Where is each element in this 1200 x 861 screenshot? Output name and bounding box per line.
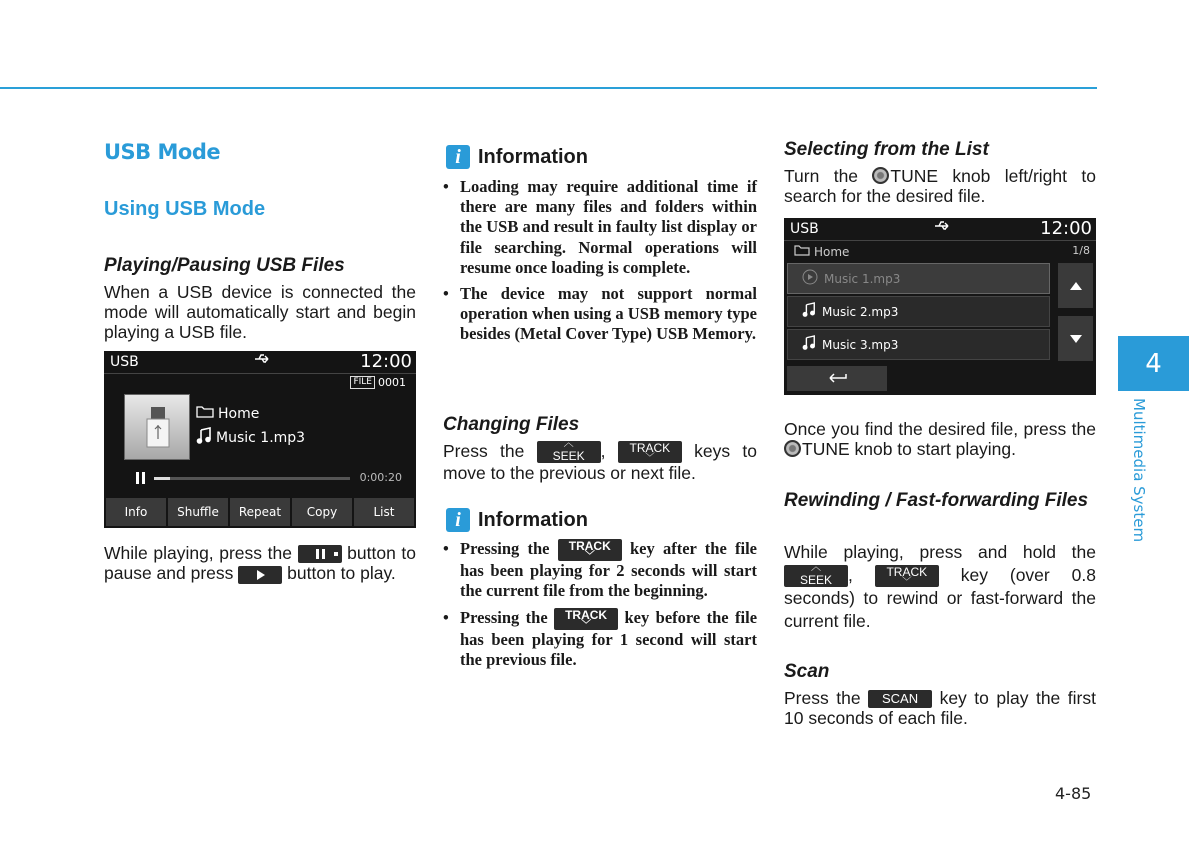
screen-status-bar [784, 218, 1096, 240]
info-list-2 [443, 539, 757, 676]
text-fragment: button to play. [287, 563, 396, 584]
text-fragment: , [848, 565, 853, 585]
song-title: Music 1.mp3 [216, 430, 306, 446]
play-key [238, 566, 282, 584]
scroll-down-button[interactable] [1058, 316, 1093, 361]
usb-icon [934, 220, 952, 236]
heading-select: Selecting from the List [784, 139, 989, 160]
text-fragment: , [600, 441, 606, 461]
usb-list-screen [784, 218, 1096, 395]
play-circle-icon [802, 269, 818, 288]
back-button[interactable] [787, 366, 887, 391]
info-title: Information [478, 508, 588, 531]
chapter-label: Multimedia System [1130, 398, 1148, 543]
list-item: • The device may not support normal operation when using a USB memory type besides (Metal Cover Type) USB Memory. [443, 284, 757, 345]
copy-button[interactable]: Copy [292, 498, 352, 526]
info-icon: i [446, 145, 470, 169]
sub-title: Using USB Mode [104, 198, 266, 220]
info-button[interactable]: Info [106, 498, 166, 526]
row-label: Music 1.mp3 [824, 271, 901, 286]
chapter-tab: 4 [1118, 336, 1189, 391]
text-fragment: Once you find the desired file, press the [784, 419, 1096, 439]
screen-button-bar [106, 498, 414, 526]
pause-icon[interactable] [136, 472, 146, 484]
chapter-label-wrap [1126, 398, 1148, 548]
tune-knob-icon [872, 167, 889, 184]
list-row-1[interactable] [787, 263, 1050, 294]
info-heading-2 [446, 508, 588, 532]
list-item [443, 608, 757, 671]
usb-album-art [124, 394, 190, 460]
progress-bar[interactable] [154, 477, 350, 480]
text-fragment: Press the [784, 688, 861, 708]
triangle-up-icon [1069, 276, 1083, 295]
info-icon: i [446, 508, 470, 532]
track-key: TRACK ﹀ [618, 441, 682, 463]
repeat-button[interactable]: Repeat [230, 498, 290, 526]
track-key: TRACK ﹀ [875, 565, 939, 587]
page-number: 4-85 [1055, 784, 1092, 803]
top-rule [0, 87, 1097, 89]
text-fragment: button to pause and press [104, 543, 416, 584]
page-indicator: 1/8 [1072, 244, 1090, 257]
triangle-down-icon [1069, 329, 1083, 348]
text-fragment: keys to move to the previous or next file. [443, 441, 757, 484]
section-title: USB Mode [104, 140, 221, 164]
usb-now-playing-screen [104, 351, 416, 528]
list-item [443, 539, 757, 602]
heading-playing: Playing/Pausing USB Files [104, 255, 345, 276]
music-note-icon [802, 302, 816, 321]
folder-icon [196, 405, 214, 422]
para-scan [784, 688, 1096, 728]
folder-name: Home [218, 405, 260, 422]
clock: 12:00 [360, 351, 412, 372]
text-fragment: TUNE knob left/right to search for the desired file. [784, 166, 1096, 206]
text-fragment: key to play the first 10 seconds of each file. [784, 688, 1096, 729]
clock: 12:00 [1040, 218, 1092, 239]
heading-rewind: Rewinding / Fast-forwarding Files [784, 490, 1089, 511]
pause-key [298, 545, 342, 563]
text-fragment: key (over 0.8 seconds) to rewind or fast-forward the current file. [784, 565, 1096, 632]
text-fragment: While playing, press the [104, 543, 292, 563]
para-found [784, 419, 1096, 459]
para-changing [443, 438, 757, 484]
text-fragment: Press the [443, 441, 525, 461]
heading-changing: Changing Files [443, 414, 580, 435]
seek-key: ︿ SEEK [784, 565, 848, 587]
info-title: Information [478, 145, 588, 168]
seek-key: ︿ SEEK [537, 441, 601, 463]
para-rewind [784, 541, 1096, 633]
text-fragment: While playing, press and hold the [784, 542, 1096, 562]
para-pause [104, 543, 416, 584]
list-item: • Loading may require additional time if there are many files and folders within the USB and result in faulty list display or file searching. Normal operations will resume once loading is complete. [443, 177, 757, 278]
list-row-3[interactable] [787, 329, 1050, 360]
info-list-1 [443, 177, 757, 351]
heading-scan: Scan [784, 661, 830, 682]
row-label: Music 2.mp3 [822, 304, 899, 319]
folder-name: Home [814, 244, 850, 259]
screen-status-bar [104, 351, 416, 373]
back-arrow-icon [826, 369, 848, 388]
text-fragment: key before the file has been playing for 1 second will start the previous file. [460, 607, 758, 670]
screen-title: USB [110, 354, 139, 370]
para-playing: When a USB device is connected the mode will automatically start and begin playing a USB file. [104, 282, 416, 342]
music-note-icon [802, 335, 816, 354]
shuffle-button[interactable]: Shuffle [168, 498, 228, 526]
para-select [784, 166, 1096, 206]
text-fragment: Pressing the [460, 539, 550, 558]
track-key: TRACK ﹀ [558, 539, 622, 561]
folder-icon [794, 244, 810, 259]
text-fragment: TUNE knob to start playing. [802, 439, 1016, 459]
text-fragment: Turn the [784, 166, 859, 186]
row-label: Music 3.mp3 [822, 337, 899, 352]
scroll-up-button[interactable] [1058, 263, 1093, 308]
list-button[interactable]: List [354, 498, 414, 526]
screen-title: USB [790, 221, 819, 237]
usb-icon [254, 353, 272, 369]
info-heading-1 [446, 145, 588, 169]
file-number: 0001 [378, 376, 406, 389]
music-note-icon [196, 427, 212, 449]
elapsed-time: 0:00:20 [359, 471, 402, 484]
track-key: TRACK ﹀ [554, 608, 618, 630]
text-fragment: Pressing the [460, 607, 548, 627]
scan-key: SCAN [868, 690, 932, 708]
list-row-2[interactable] [787, 296, 1050, 327]
text-fragment: key after the file has been playing for 2 seconds will start the current file from the beginning. [460, 539, 757, 601]
tune-knob-icon [784, 440, 801, 457]
file-tag: FILE [350, 376, 375, 389]
